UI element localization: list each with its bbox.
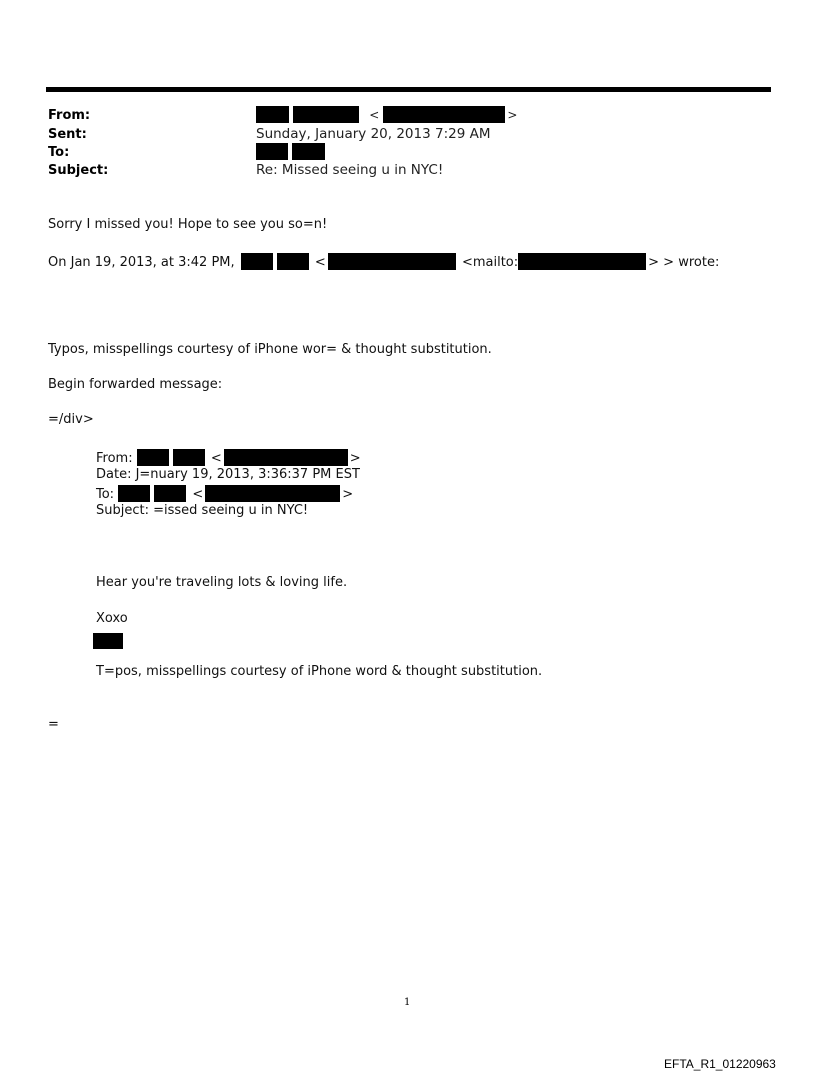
page-number: 1 — [404, 997, 411, 1008]
redaction-block — [205, 485, 340, 502]
on-prefix: On Jan 19, 2013, at 3:42 PM, — [48, 255, 235, 270]
fwd-from-lt: < — [210, 451, 222, 466]
redaction-block — [118, 485, 150, 502]
redaction-block — [277, 253, 309, 270]
typos-line: Typos, misspellings courtesy of iPhone wor= & thought substitution. — [48, 342, 492, 357]
fwd-typos-line: T=pos, misspellings courtesy of iPhone word & thought substitution. — [96, 664, 543, 679]
redaction-block — [256, 143, 288, 160]
redaction-block — [173, 449, 205, 466]
from-lt: < — [369, 108, 380, 122]
redaction-block — [518, 253, 646, 270]
on-mailto: <mailto: — [461, 255, 519, 270]
redaction-block — [293, 106, 359, 123]
header-rule — [46, 87, 771, 92]
to-label: To: — [48, 145, 70, 160]
on-wrote-line — [48, 253, 719, 270]
subject-value: Re: Missed seeing u in NYC! — [256, 162, 444, 178]
on-suffix: > > wrote: — [648, 255, 720, 270]
fwd-subject-line: Subject: =issed seeing u in NYC! — [96, 503, 309, 518]
redaction-block — [328, 253, 456, 270]
subject-label: Subject: — [48, 163, 109, 178]
from-label: From: — [48, 108, 91, 123]
sent-label: Sent: — [48, 127, 87, 142]
trailing-equals: = — [48, 717, 59, 732]
fwd-to-gt: > — [342, 487, 354, 502]
redaction-block — [93, 633, 123, 649]
redaction-block — [137, 449, 169, 466]
to-value — [256, 143, 325, 160]
redaction-block — [224, 449, 348, 466]
sent-value: Sunday, January 20, 2013 7:29 AM — [256, 126, 491, 142]
from-value — [256, 106, 517, 123]
from-gt: > — [507, 108, 518, 122]
fwd-signoff: Xoxo — [96, 611, 128, 626]
on-lt: < — [314, 255, 326, 270]
redaction-block — [256, 106, 289, 123]
fwd-message-line: Hear you're traveling lots & loving life. — [96, 575, 348, 590]
reply-line: Sorry I missed you! Hope to see you so=n! — [48, 217, 328, 232]
fwd-to-label: To: — [96, 487, 115, 502]
fwd-date-line: Date: J=nuary 19, 2013, 3:36:37 PM EST — [96, 467, 360, 482]
redaction-block — [154, 485, 186, 502]
fwd-from-line — [96, 449, 361, 466]
fwd-to-lt: < — [192, 487, 204, 502]
bates-number: EFTA_R1_01220963 — [664, 1057, 776, 1071]
fwd-from-label: From: — [96, 451, 133, 466]
redaction-block — [383, 106, 505, 123]
div-line: =/div> — [48, 412, 94, 427]
fwd-to-line — [96, 485, 353, 502]
begin-forwarded-line: Begin forwarded message: — [48, 377, 223, 392]
signature-redaction — [93, 630, 123, 649]
redaction-block — [292, 143, 325, 160]
fwd-from-gt: > — [349, 451, 361, 466]
redaction-block — [241, 253, 273, 270]
